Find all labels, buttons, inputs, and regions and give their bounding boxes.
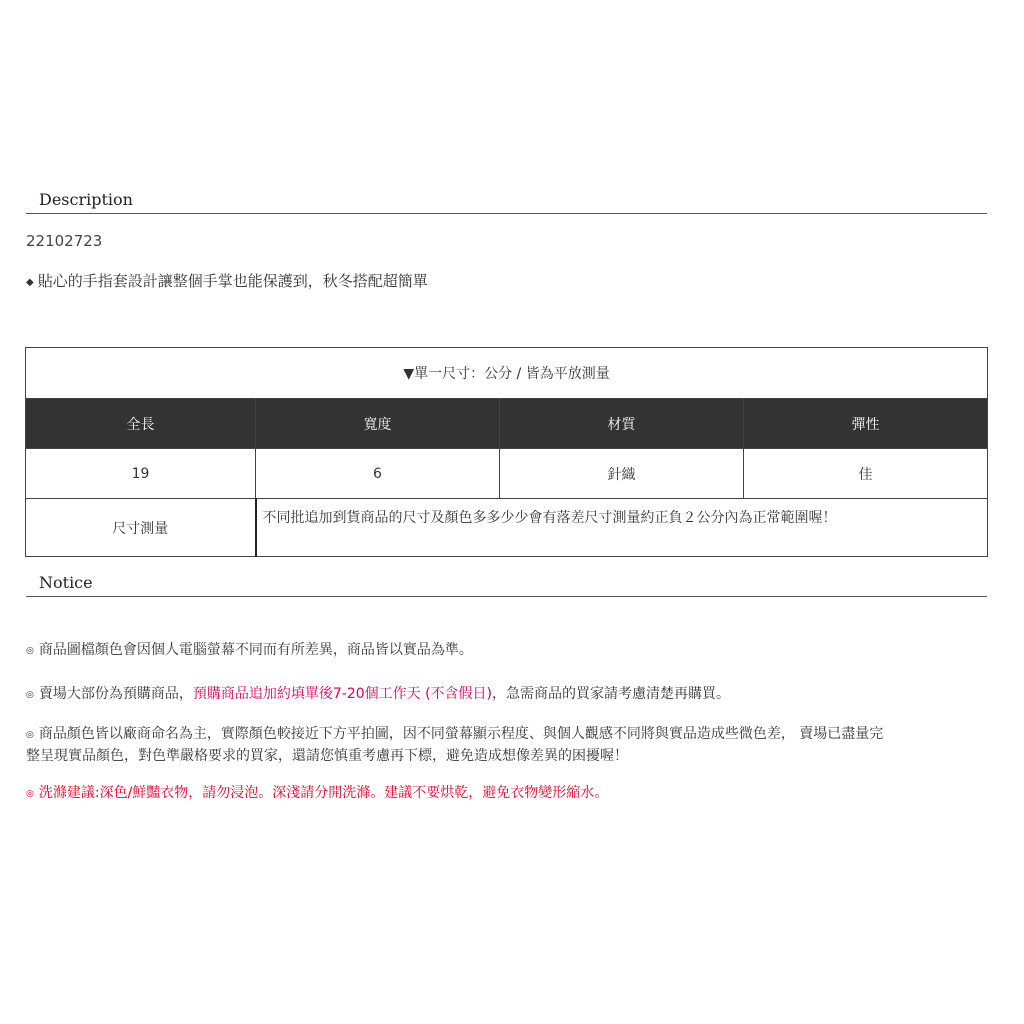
size-table-header-row [26, 399, 988, 449]
notice-item [26, 684, 988, 706]
size-table-value-row [26, 449, 988, 499]
notice-title: Notice [26, 573, 987, 597]
note-text: 不同批追加到貨商品的尺寸及顏色多多少少會有落差尺寸測量約正負２公分內為正常範圍喔！ [256, 499, 988, 557]
notice-item [26, 640, 988, 662]
value-length: 19 [26, 449, 256, 499]
size-table [25, 347, 988, 557]
description-bullet [26, 270, 428, 291]
description-text: 貼心的手指套設計讓整個手掌也能保護到，秋冬搭配超簡單 [37, 272, 428, 290]
notice-text: 賣場大部份為預購商品， [38, 686, 193, 702]
bullet-circle-icon: ◎ [26, 690, 34, 700]
notice-text: 整呈現實品顏色，對色準嚴格要求的買家，還請您慎重考慮再下標，避免造成想像差異的困擾喔！ [26, 748, 628, 764]
bullet-circle-icon: ◎ [26, 646, 34, 656]
notice-item [26, 724, 988, 767]
size-table-note-row [26, 499, 988, 557]
description-title: Description [26, 190, 987, 214]
header-length: 全長 [26, 399, 256, 449]
size-table-caption: ▼單一尺寸：公分 / 皆為平放測量 [26, 348, 988, 399]
bullet-circle-icon: ◎ [26, 730, 34, 740]
header-elasticity: 彈性 [744, 399, 988, 449]
notice-item-wash [26, 783, 988, 805]
size-table-caption-row [26, 348, 988, 399]
value-elasticity: 佳 [744, 449, 988, 499]
notice-text: 商品圖檔顏色會因個人電腦螢幕不同而有所差異，商品皆以實品為準。 [38, 642, 473, 658]
header-width: 寬度 [256, 399, 500, 449]
notice-text: 商品顏色皆以廠商命名為主，實際顏色較接近下方平拍圖，因不同螢幕顯示程度、與個人觀感不同將與實品造成些微色差， 賣場已盡量完 [38, 726, 884, 742]
wash-advice-text: 洗滌建議:深色/鮮豔衣物，請勿浸泡。深淺請分開洗滌。建議不要烘乾，避免衣物變形縮水。 [38, 785, 609, 801]
product-sku: 22102723 [26, 232, 103, 250]
header-material: 材質 [500, 399, 744, 449]
preorder-highlight: 預購商品追加約填單後7-20個工作天 (不含假日) [192, 686, 493, 702]
value-material: 針織 [500, 449, 744, 499]
notice-text: ，急需商品的買家請考慮清楚再購買。 [492, 686, 731, 702]
value-width: 6 [256, 449, 500, 499]
note-label: 尺寸測量 [26, 499, 256, 557]
diamond-icon: ◆ [26, 277, 34, 288]
bullet-circle-icon: ◎ [26, 789, 34, 799]
